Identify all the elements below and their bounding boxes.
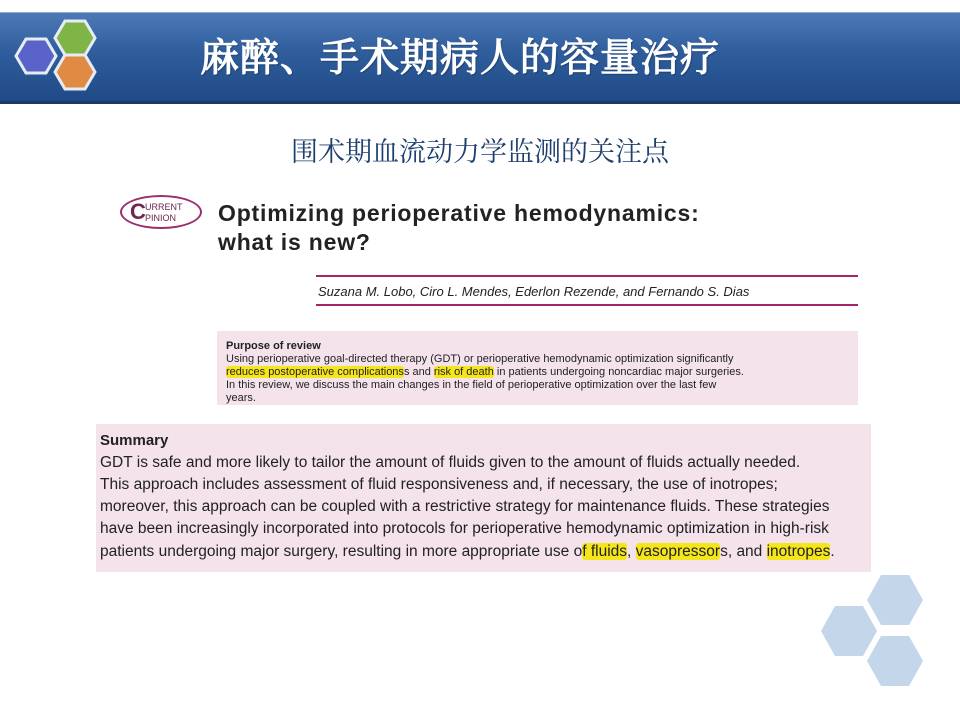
- summary-text: f: [582, 543, 591, 560]
- purpose-line: Using perioperative goal-directed therapy (GDT) or perioperative hemodynamic optimization significantly: [226, 353, 734, 365]
- top-divider: [316, 275, 858, 277]
- paper-title: [218, 199, 700, 257]
- summary-text: ,: [627, 543, 636, 560]
- purpose-text: s and: [403, 366, 434, 378]
- hexagon-logo-icon: [0, 13, 110, 101]
- slide-title: 麻醉、手术期病人的容量治疗: [200, 36, 721, 81]
- summary-text: patients undergoing major surgery, resulting in more appropriate use o: [100, 543, 583, 560]
- summary-heading: Summary: [100, 432, 169, 449]
- summary-line: [100, 541, 835, 563]
- summary-line: GDT is safe and more likely to tailor the amount of fluids given to the amount of fluids actually needed.: [100, 454, 801, 471]
- purpose-text: in patients undergoing noncardiac major surgeries.: [493, 366, 744, 378]
- purpose-box: [217, 331, 858, 405]
- paper-authors: Suzana M. Lobo, Ciro L. Mendes, Ederlon Rezende, and Fernando S. Dias: [318, 284, 750, 299]
- paper-title-line1: Optimizing perioperative hemodynamics:: [218, 200, 700, 226]
- purpose-line: [226, 366, 744, 379]
- highlight-inotropes: inotropes: [766, 543, 831, 560]
- highlight: [582, 543, 627, 560]
- highlight: risk of death: [433, 366, 494, 378]
- logo-letter: C: [130, 199, 146, 224]
- logo-line2: PINION: [145, 213, 177, 223]
- highlight: reduces postoperative complications: [226, 366, 404, 378]
- summary-line: have been increasingly incorporated into protocols for perioperative hemodynamic optimization in high-risk: [100, 520, 829, 537]
- slide-subtitle: 围术期血流动力学监测的关注点: [291, 137, 669, 168]
- purpose-heading: Purpose of review: [226, 340, 321, 352]
- current-opinion-logo: [120, 195, 202, 229]
- purpose-line: In this review, we discuss the main changes in the field of perioperative optimization over the last few: [226, 379, 717, 391]
- highlight-fluids: fluids: [590, 543, 628, 560]
- summary-box: [96, 424, 871, 572]
- bottom-divider: [316, 304, 858, 306]
- paper-title-line2: what is new?: [218, 229, 371, 255]
- title-bar: [0, 12, 960, 104]
- summary-line: This approach includes assessment of fluid responsiveness and, if necessary, the use of inotropes;: [100, 476, 778, 493]
- summary-text: s, and: [720, 543, 767, 560]
- decorative-hexagons-icon: [805, 570, 935, 700]
- summary-line: moreover, this approach can be coupled with a restrictive strategy for maintenance fluids. These strategies: [100, 498, 830, 515]
- logo-line1: URRENT: [145, 202, 183, 212]
- highlight-vasopressor: vasopressor: [635, 543, 721, 560]
- summary-text: .: [830, 543, 835, 560]
- purpose-line: years.: [226, 392, 256, 404]
